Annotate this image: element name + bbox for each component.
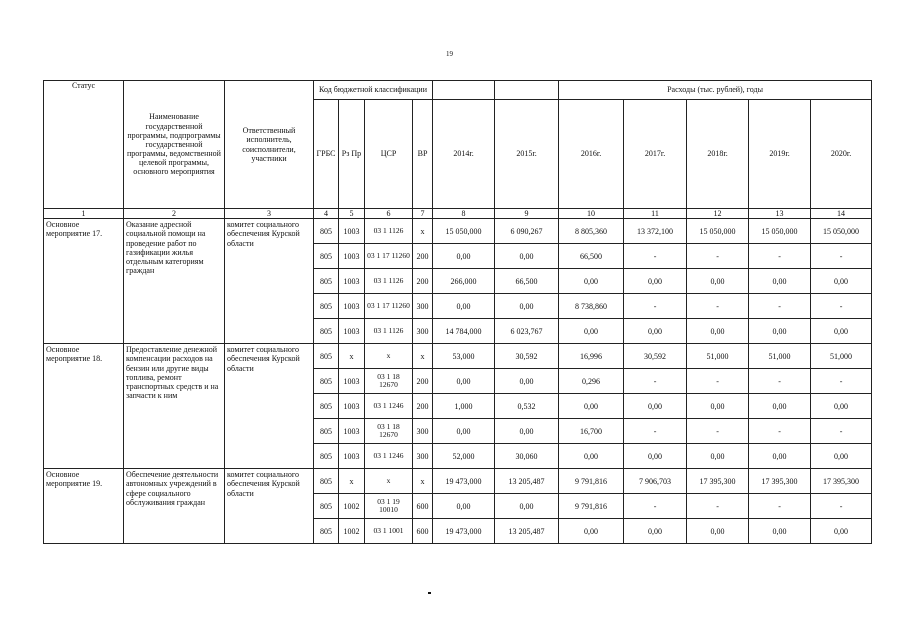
cell-expense: 266,000 (433, 269, 495, 294)
cell-vr: 200 (413, 369, 433, 394)
cell-expense: - (749, 244, 811, 269)
col-number: 1 (44, 209, 124, 219)
cell-expense: - (624, 494, 687, 519)
cell-expense: 0,00 (749, 444, 811, 469)
activity-executor: комитет социального обеспечения Курской области (225, 219, 314, 344)
cell-vr: 200 (413, 269, 433, 294)
cell-expense: 52,000 (433, 444, 495, 469)
cell-vr: 600 (413, 519, 433, 544)
cell-grbs: 805 (314, 469, 339, 494)
cell-expense: 0,296 (559, 369, 624, 394)
cell-rzpr: 1003 (339, 444, 365, 469)
cell-expense: 0,00 (433, 369, 495, 394)
cell-expense: 17 395,300 (811, 469, 872, 494)
cell-expense: 0,00 (624, 394, 687, 419)
cell-csr: x (365, 344, 413, 369)
cell-rzpr: 1003 (339, 219, 365, 244)
cell-expense: - (749, 494, 811, 519)
cell-expense: 0,00 (749, 394, 811, 419)
col-number: 4 (314, 209, 339, 219)
cell-vr: 300 (413, 294, 433, 319)
cell-vr: 200 (413, 394, 433, 419)
cell-expense: 30,060 (495, 444, 559, 469)
cell-csr: 03 1 17 11260 (365, 244, 413, 269)
cell-expense: 19 473,000 (433, 469, 495, 494)
cell-vr: 600 (413, 494, 433, 519)
cell-grbs: 805 (314, 444, 339, 469)
cell-grbs: 805 (314, 394, 339, 419)
activity-name: Обеспечение деятельности автономных учреждений в сфере социального обслуживания граждан (124, 469, 225, 544)
cell-grbs: 805 (314, 519, 339, 544)
cell-csr: 03 1 18 12670 (365, 369, 413, 394)
header-rzpr: Рз Пр (339, 100, 365, 209)
cell-expense: 16,700 (559, 419, 624, 444)
cell-grbs: 805 (314, 294, 339, 319)
cell-vr: x (413, 469, 433, 494)
cell-vr: x (413, 219, 433, 244)
header-year-2015: 2015г. (495, 100, 559, 209)
col-number: 13 (749, 209, 811, 219)
cell-expense: - (624, 369, 687, 394)
cell-expense: 0,00 (811, 269, 872, 294)
header-year-2017: 2017г. (624, 100, 687, 209)
col-number: 10 (559, 209, 624, 219)
activity-name: Предоставление денежной компенсации расходов на бензин или другие виды топлива, ремонт транспортных средств и на запчасти к ним (124, 344, 225, 469)
cell-rzpr: 1003 (339, 294, 365, 319)
cell-expense: 0,00 (687, 394, 749, 419)
cell-vr: 300 (413, 444, 433, 469)
header-year-2018: 2018г. (687, 100, 749, 209)
cell-csr: 03 1 19 10010 (365, 494, 413, 519)
cell-expense: 0,00 (495, 369, 559, 394)
cell-expense: - (624, 294, 687, 319)
cell-expense: 17 395,300 (749, 469, 811, 494)
cell-csr: 03 1 1126 (365, 319, 413, 344)
cell-expense: 0,00 (495, 494, 559, 519)
cell-expense: - (811, 294, 872, 319)
cell-expense: 0,00 (687, 319, 749, 344)
budget-table (43, 80, 872, 544)
cell-csr: 03 1 1126 (365, 269, 413, 294)
cell-expense: 0,00 (624, 269, 687, 294)
cell-expense: 0,00 (433, 244, 495, 269)
cell-expense: 66,500 (559, 244, 624, 269)
cell-expense: 15 050,000 (433, 219, 495, 244)
col-number: 12 (687, 209, 749, 219)
cell-expense: 0,00 (495, 294, 559, 319)
cell-expense: - (749, 419, 811, 444)
cell-expense: 15 050,000 (811, 219, 872, 244)
cell-expense: - (624, 244, 687, 269)
cell-expense: 51,000 (687, 344, 749, 369)
cell-expense: 0,00 (495, 419, 559, 444)
cell-expense: 13 205,487 (495, 469, 559, 494)
col-number: 11 (624, 209, 687, 219)
cell-expense: 0,00 (811, 444, 872, 469)
cell-vr: x (413, 344, 433, 369)
activity-status: Основное мероприятие 18. (44, 344, 124, 469)
cell-rzpr: 1003 (339, 394, 365, 419)
cell-expense: 17 395,300 (687, 469, 749, 494)
cell-expense: 0,00 (433, 419, 495, 444)
cell-rzpr: 1003 (339, 269, 365, 294)
header-budget-code: Код бюджетной классификации (314, 81, 433, 100)
cell-expense: 0,00 (811, 394, 872, 419)
cell-expense: 9 791,816 (559, 494, 624, 519)
col-number: 5 (339, 209, 365, 219)
col-number: 9 (495, 209, 559, 219)
cell-expense: 6 090,267 (495, 219, 559, 244)
cell-expense: 15 050,000 (687, 219, 749, 244)
cell-grbs: 805 (314, 369, 339, 394)
cell-grbs: 805 (314, 344, 339, 369)
cell-expense: 0,00 (433, 294, 495, 319)
table-row (44, 219, 872, 244)
cell-expense: 0,00 (559, 519, 624, 544)
cell-rzpr: 1003 (339, 244, 365, 269)
cell-csr: x (365, 469, 413, 494)
cell-expense: 14 784,000 (433, 319, 495, 344)
cell-expense: 30,592 (495, 344, 559, 369)
cell-csr: 03 1 17 11260 (365, 294, 413, 319)
cell-expense: 1,000 (433, 394, 495, 419)
cell-expense: 0,00 (624, 319, 687, 344)
cell-grbs: 805 (314, 419, 339, 444)
cell-expense: - (687, 419, 749, 444)
cell-expense: 0,00 (559, 319, 624, 344)
cell-expense: 66,500 (495, 269, 559, 294)
cell-expense: 0,00 (495, 244, 559, 269)
cell-expense: 19 473,000 (433, 519, 495, 544)
activity-status: Основное мероприятие 17. (44, 219, 124, 344)
cell-expense: - (624, 419, 687, 444)
cell-expense: 51,000 (749, 344, 811, 369)
cell-expense: 51,000 (811, 344, 872, 369)
page-mark (428, 592, 431, 594)
cell-grbs: 805 (314, 269, 339, 294)
cell-grbs: 805 (314, 494, 339, 519)
cell-expense: 0,532 (495, 394, 559, 419)
cell-vr: 200 (413, 244, 433, 269)
column-number-row (44, 209, 872, 219)
cell-rzpr: 1002 (339, 519, 365, 544)
page-number: 19 (446, 50, 453, 58)
col-number: 2 (124, 209, 225, 219)
cell-expense: 0,00 (624, 519, 687, 544)
cell-expense: 0,00 (749, 269, 811, 294)
header-executor: Ответственный исполнитель, соисполнители, участники (225, 81, 314, 209)
header-year-2020: 2020г. (811, 100, 872, 209)
cell-grbs: 805 (314, 319, 339, 344)
cell-csr: 03 1 1246 (365, 444, 413, 469)
activity-executor: комитет социального обеспечения Курской области (225, 344, 314, 469)
col-number: 3 (225, 209, 314, 219)
cell-expense: - (811, 244, 872, 269)
header-name: Наименование государственной программы, подпрограммы государственной программы, ведомственной целевой программы, основного мероприятия (124, 81, 225, 209)
cell-rzpr: 1003 (339, 369, 365, 394)
cell-expense: 0,00 (624, 444, 687, 469)
cell-expense: 53,000 (433, 344, 495, 369)
cell-rzpr: x (339, 344, 365, 369)
cell-expense: 0,00 (433, 494, 495, 519)
cell-expense: 0,00 (687, 444, 749, 469)
table-row (44, 344, 872, 369)
cell-grbs: 805 (314, 219, 339, 244)
cell-expense: 9 791,816 (559, 469, 624, 494)
cell-grbs: 805 (314, 244, 339, 269)
header-csr: ЦСР (365, 100, 413, 209)
cell-rzpr: 1003 (339, 319, 365, 344)
cell-expense: 6 023,767 (495, 319, 559, 344)
cell-expense: 0,00 (559, 269, 624, 294)
header-year-2019: 2019г. (749, 100, 811, 209)
cell-expense: 0,00 (811, 319, 872, 344)
cell-vr: 300 (413, 419, 433, 444)
cell-rzpr: 1003 (339, 419, 365, 444)
header-grbs: ГРБС (314, 100, 339, 209)
cell-expense: 0,00 (811, 519, 872, 544)
cell-expense: 8 805,360 (559, 219, 624, 244)
cell-expense: 13 205,487 (495, 519, 559, 544)
cell-expense: 0,00 (559, 444, 624, 469)
cell-csr: 03 1 1126 (365, 219, 413, 244)
cell-csr: 03 1 1246 (365, 394, 413, 419)
activity-status: Основное мероприятие 19. (44, 469, 124, 544)
cell-rzpr: 1002 (339, 494, 365, 519)
cell-expense: - (687, 294, 749, 319)
col-number: 14 (811, 209, 872, 219)
cell-expense: - (687, 244, 749, 269)
cell-expense: - (811, 419, 872, 444)
col-number: 8 (433, 209, 495, 219)
cell-expense: 8 738,860 (559, 294, 624, 319)
cell-vr: 300 (413, 319, 433, 344)
activity-name: Оказание адресной социальной помощи на проведение работ по газификации жилья отдельным категориям граждан (124, 219, 225, 344)
cell-expense: 16,996 (559, 344, 624, 369)
cell-expense: 7 906,703 (624, 469, 687, 494)
cell-expense: 15 050,000 (749, 219, 811, 244)
header-vr: ВР (413, 100, 433, 209)
cell-expense: - (749, 294, 811, 319)
cell-csr: 03 1 1001 (365, 519, 413, 544)
cell-expense: 30,592 (624, 344, 687, 369)
cell-expense: - (687, 494, 749, 519)
cell-expense: - (811, 369, 872, 394)
cell-expense: 0,00 (559, 394, 624, 419)
header-expenses: Расходы (тыс. рублей), годы (559, 81, 872, 100)
header-year-2014: 2014г. (433, 100, 495, 209)
cell-expense: 0,00 (749, 519, 811, 544)
cell-expense: 0,00 (687, 269, 749, 294)
header-status: Статус (44, 81, 124, 209)
cell-expense: 0,00 (687, 519, 749, 544)
cell-expense: - (811, 494, 872, 519)
header-blank-b (495, 81, 559, 100)
cell-expense: - (687, 369, 749, 394)
cell-rzpr: x (339, 469, 365, 494)
cell-expense: - (749, 369, 811, 394)
activity-executor: комитет социального обеспечения Курской области (225, 469, 314, 544)
col-number: 6 (365, 209, 413, 219)
table-row (44, 469, 872, 494)
cell-expense: 0,00 (749, 319, 811, 344)
cell-csr: 03 1 18 12670 (365, 419, 413, 444)
header-blank-a (433, 81, 495, 100)
col-number: 7 (413, 209, 433, 219)
cell-expense: 13 372,100 (624, 219, 687, 244)
header-year-2016: 2016г. (559, 100, 624, 209)
